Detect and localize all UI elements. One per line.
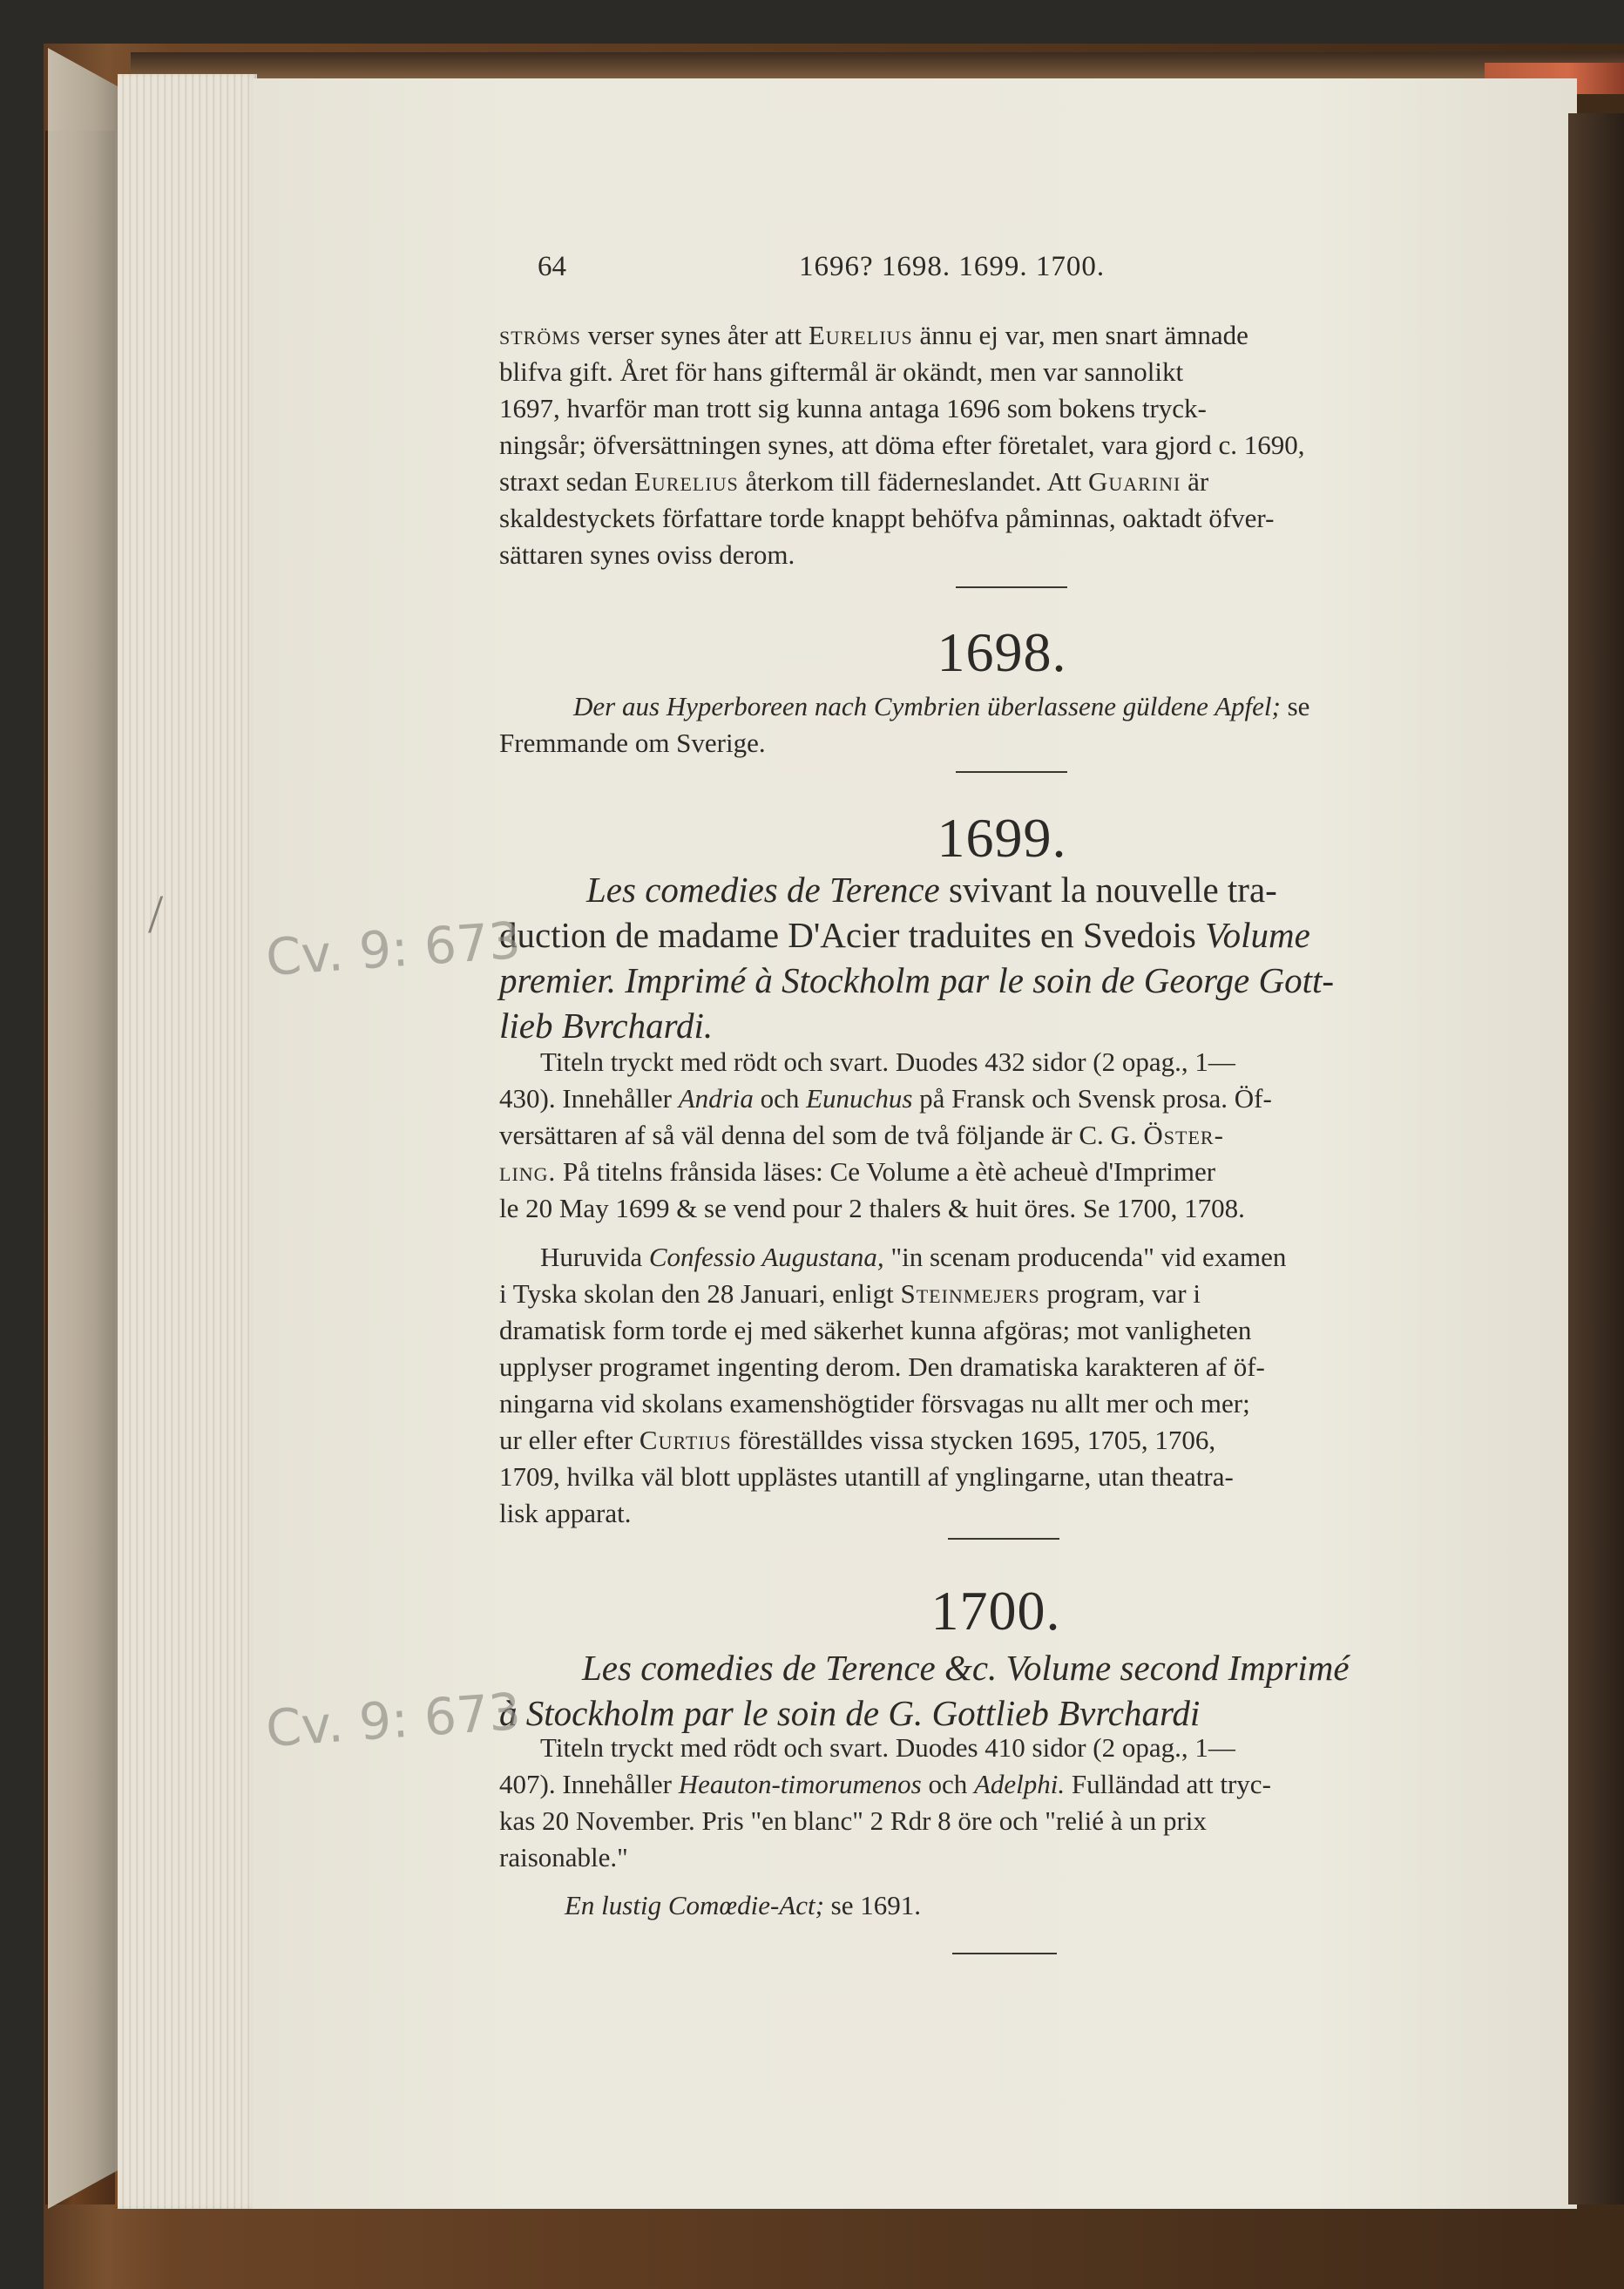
text-span: Huruvida — [540, 1242, 649, 1272]
play-title: Andria — [678, 1083, 754, 1114]
text-span: verser synes åter att — [581, 320, 809, 350]
pencil-shelfmark-1699: Cv. 9: 673 — [263, 910, 523, 988]
author-name: ling. — [499, 1156, 557, 1187]
text-line: lieb Bvrchardi. — [499, 1006, 714, 1046]
description-1699 — [499, 1044, 1514, 1227]
text-span: svivant la nouvelle tra- — [939, 870, 1277, 910]
book-title: Der aus Hyperboreen nach Cymbrien überlassene güldene Apfel; — [573, 691, 1281, 721]
title-1700 — [499, 1645, 1519, 1736]
book-board-edge — [48, 48, 126, 2209]
note-1699 — [499, 1239, 1514, 1532]
year-heading-1699: 1699. — [937, 807, 1067, 869]
book-title: En lustig Comœdie-Act; — [565, 1890, 824, 1920]
title-1699 — [499, 867, 1519, 1048]
text-span: se 1691. — [823, 1890, 921, 1920]
text-line — [499, 464, 1514, 500]
text-line: à Stockholm par le soin de G. Gottlieb Bvrchardi — [499, 1693, 1201, 1733]
text-line — [499, 1887, 1514, 1924]
author-name: Öster- — [1143, 1120, 1224, 1150]
text-line: ningarna vid skolans examenshögtider försvagas nu allt mer och mer; — [499, 1388, 1250, 1419]
text-span: Volume — [1205, 915, 1310, 955]
running-title: 1696? 1698. 1699. 1700. — [799, 251, 1106, 282]
page-gutter-shadow — [1568, 113, 1624, 2204]
text-line — [499, 1117, 1514, 1154]
text-line — [499, 1766, 1514, 1803]
text-span: 430). Innehåller — [499, 1083, 679, 1114]
text-line: Fremmande om Sverige. — [499, 728, 766, 758]
text-span: ur eller efter — [499, 1425, 639, 1455]
text-span: På titelns frånsida läses: Ce Volume a ètè acheuè d'Imprimer — [556, 1156, 1216, 1187]
book-title: Les comedies de Terence — [586, 870, 940, 910]
text-line — [499, 1422, 1514, 1459]
entry-1698 — [499, 688, 1514, 762]
text-line: skaldestyckets författare torde knappt behöfva påminnas, oaktadt öfver- — [499, 503, 1275, 533]
text-span: se — [1280, 691, 1310, 721]
text-span: ännu ej var, men snart ämnade — [912, 320, 1248, 350]
text-line — [499, 867, 1519, 912]
pencil-stroke: / — [148, 885, 164, 945]
text-line: premier. Imprimé à Stockholm par le soin de George Gott- — [499, 960, 1335, 1000]
text-span: och — [753, 1083, 807, 1114]
text-line: le 20 May 1699 & se vend pour 2 thalers & huit öres. Se 1700, 1708. — [499, 1193, 1245, 1223]
text-line: Titeln tryckt med rödt och svart. Duodes 432 sidor (2 opag., 1— — [540, 1046, 1235, 1077]
text-span: straxt sedan — [499, 466, 634, 497]
text-span: program, var i — [1039, 1278, 1201, 1309]
play-title: Heauton-timorumenos — [678, 1769, 922, 1799]
pencil-shelfmark-1700: Cv. 9: 673 — [263, 1681, 523, 1759]
text-line: Les comedies de Terence &c. Volume second Imprimé — [582, 1648, 1350, 1688]
text-span: och — [921, 1769, 974, 1799]
text-line: sättaren synes oviss derom. — [499, 539, 795, 570]
text-line — [499, 1276, 1514, 1312]
section-divider — [956, 586, 1067, 588]
text-span: Fulländad att tryc- — [1065, 1769, 1271, 1799]
author-name: Eurelius — [633, 466, 739, 497]
text-span: återkom till fäderneslandet. Att — [738, 466, 1088, 497]
text-line: kas 20 November. Pris "en blanc" 2 Rdr 8 öre och "relié à un prix — [499, 1805, 1207, 1836]
play-title: Adelphi. — [973, 1769, 1066, 1799]
text-line — [499, 912, 1519, 958]
book-title: Confessio Augustana, — [648, 1242, 884, 1272]
text-line — [499, 317, 1514, 354]
description-1700 — [499, 1730, 1514, 1876]
text-line: raisonable." — [499, 1842, 628, 1873]
text-line: 1709, hvilka väl blott upplästes utantill af ynglingarne, utan theatra- — [499, 1461, 1234, 1492]
text-line: lisk apparat. — [499, 1498, 632, 1528]
author-name: Steinmejers — [900, 1278, 1040, 1309]
text-line: blifva gift. Året för hans giftermål är okändt, men var sannolikt — [499, 356, 1184, 387]
play-title: Eunuchus — [806, 1083, 913, 1114]
text-span: versättaren af så väl denna del som de två följande är C. G. — [499, 1120, 1144, 1150]
author-name: Curtius — [639, 1425, 732, 1455]
text-line: ningsår; öfversättningen synes, att döma efter företalet, vara gjord c. 1690, — [499, 430, 1305, 460]
author-name: ströms — [499, 320, 582, 350]
section-divider — [956, 771, 1067, 773]
cross-reference-1700 — [499, 1887, 1514, 1924]
author-name: Guarini — [1087, 466, 1181, 497]
text-span: föreställdes vissa stycken 1695, 1705, 1706, — [731, 1425, 1216, 1455]
text-line — [499, 1080, 1514, 1117]
text-line: upplyser programet ingenting derom. Den dramatiska karakteren af öf- — [499, 1351, 1265, 1382]
text-span: i Tyska skolan den 28 Januari, enligt — [499, 1278, 901, 1309]
text-span: är — [1181, 466, 1209, 497]
page-stack — [118, 74, 257, 2209]
text-line: Titeln tryckt med rödt och svart. Duodes 410 sidor (2 opag., 1— — [540, 1732, 1235, 1763]
section-divider — [948, 1538, 1059, 1540]
text-span: duction de madame D'Acier traduites en Svedois — [499, 915, 1206, 955]
intro-paragraph — [499, 317, 1514, 573]
text-span: "in scenam producenda" vid examen — [883, 1242, 1287, 1272]
year-heading-1700: 1700. — [930, 1580, 1061, 1642]
page-number: 64 — [538, 251, 566, 282]
text-line — [499, 1154, 1514, 1190]
author-name: Eurelius — [808, 320, 913, 350]
text-line: dramatisk form torde ej med säkerhet kunna afgöras; mot vanligheten — [499, 1315, 1252, 1345]
text-span: 407). Innehåller — [499, 1769, 679, 1799]
text-line — [499, 1239, 1514, 1276]
section-divider — [952, 1953, 1057, 1954]
text-line: 1697, hvarför man trott sig kunna antaga 1696 som bokens tryck- — [499, 393, 1207, 423]
year-heading-1698: 1698. — [937, 621, 1067, 683]
text-line — [499, 688, 1514, 725]
text-span: på Fransk och Svensk prosa. Öf- — [912, 1083, 1272, 1114]
